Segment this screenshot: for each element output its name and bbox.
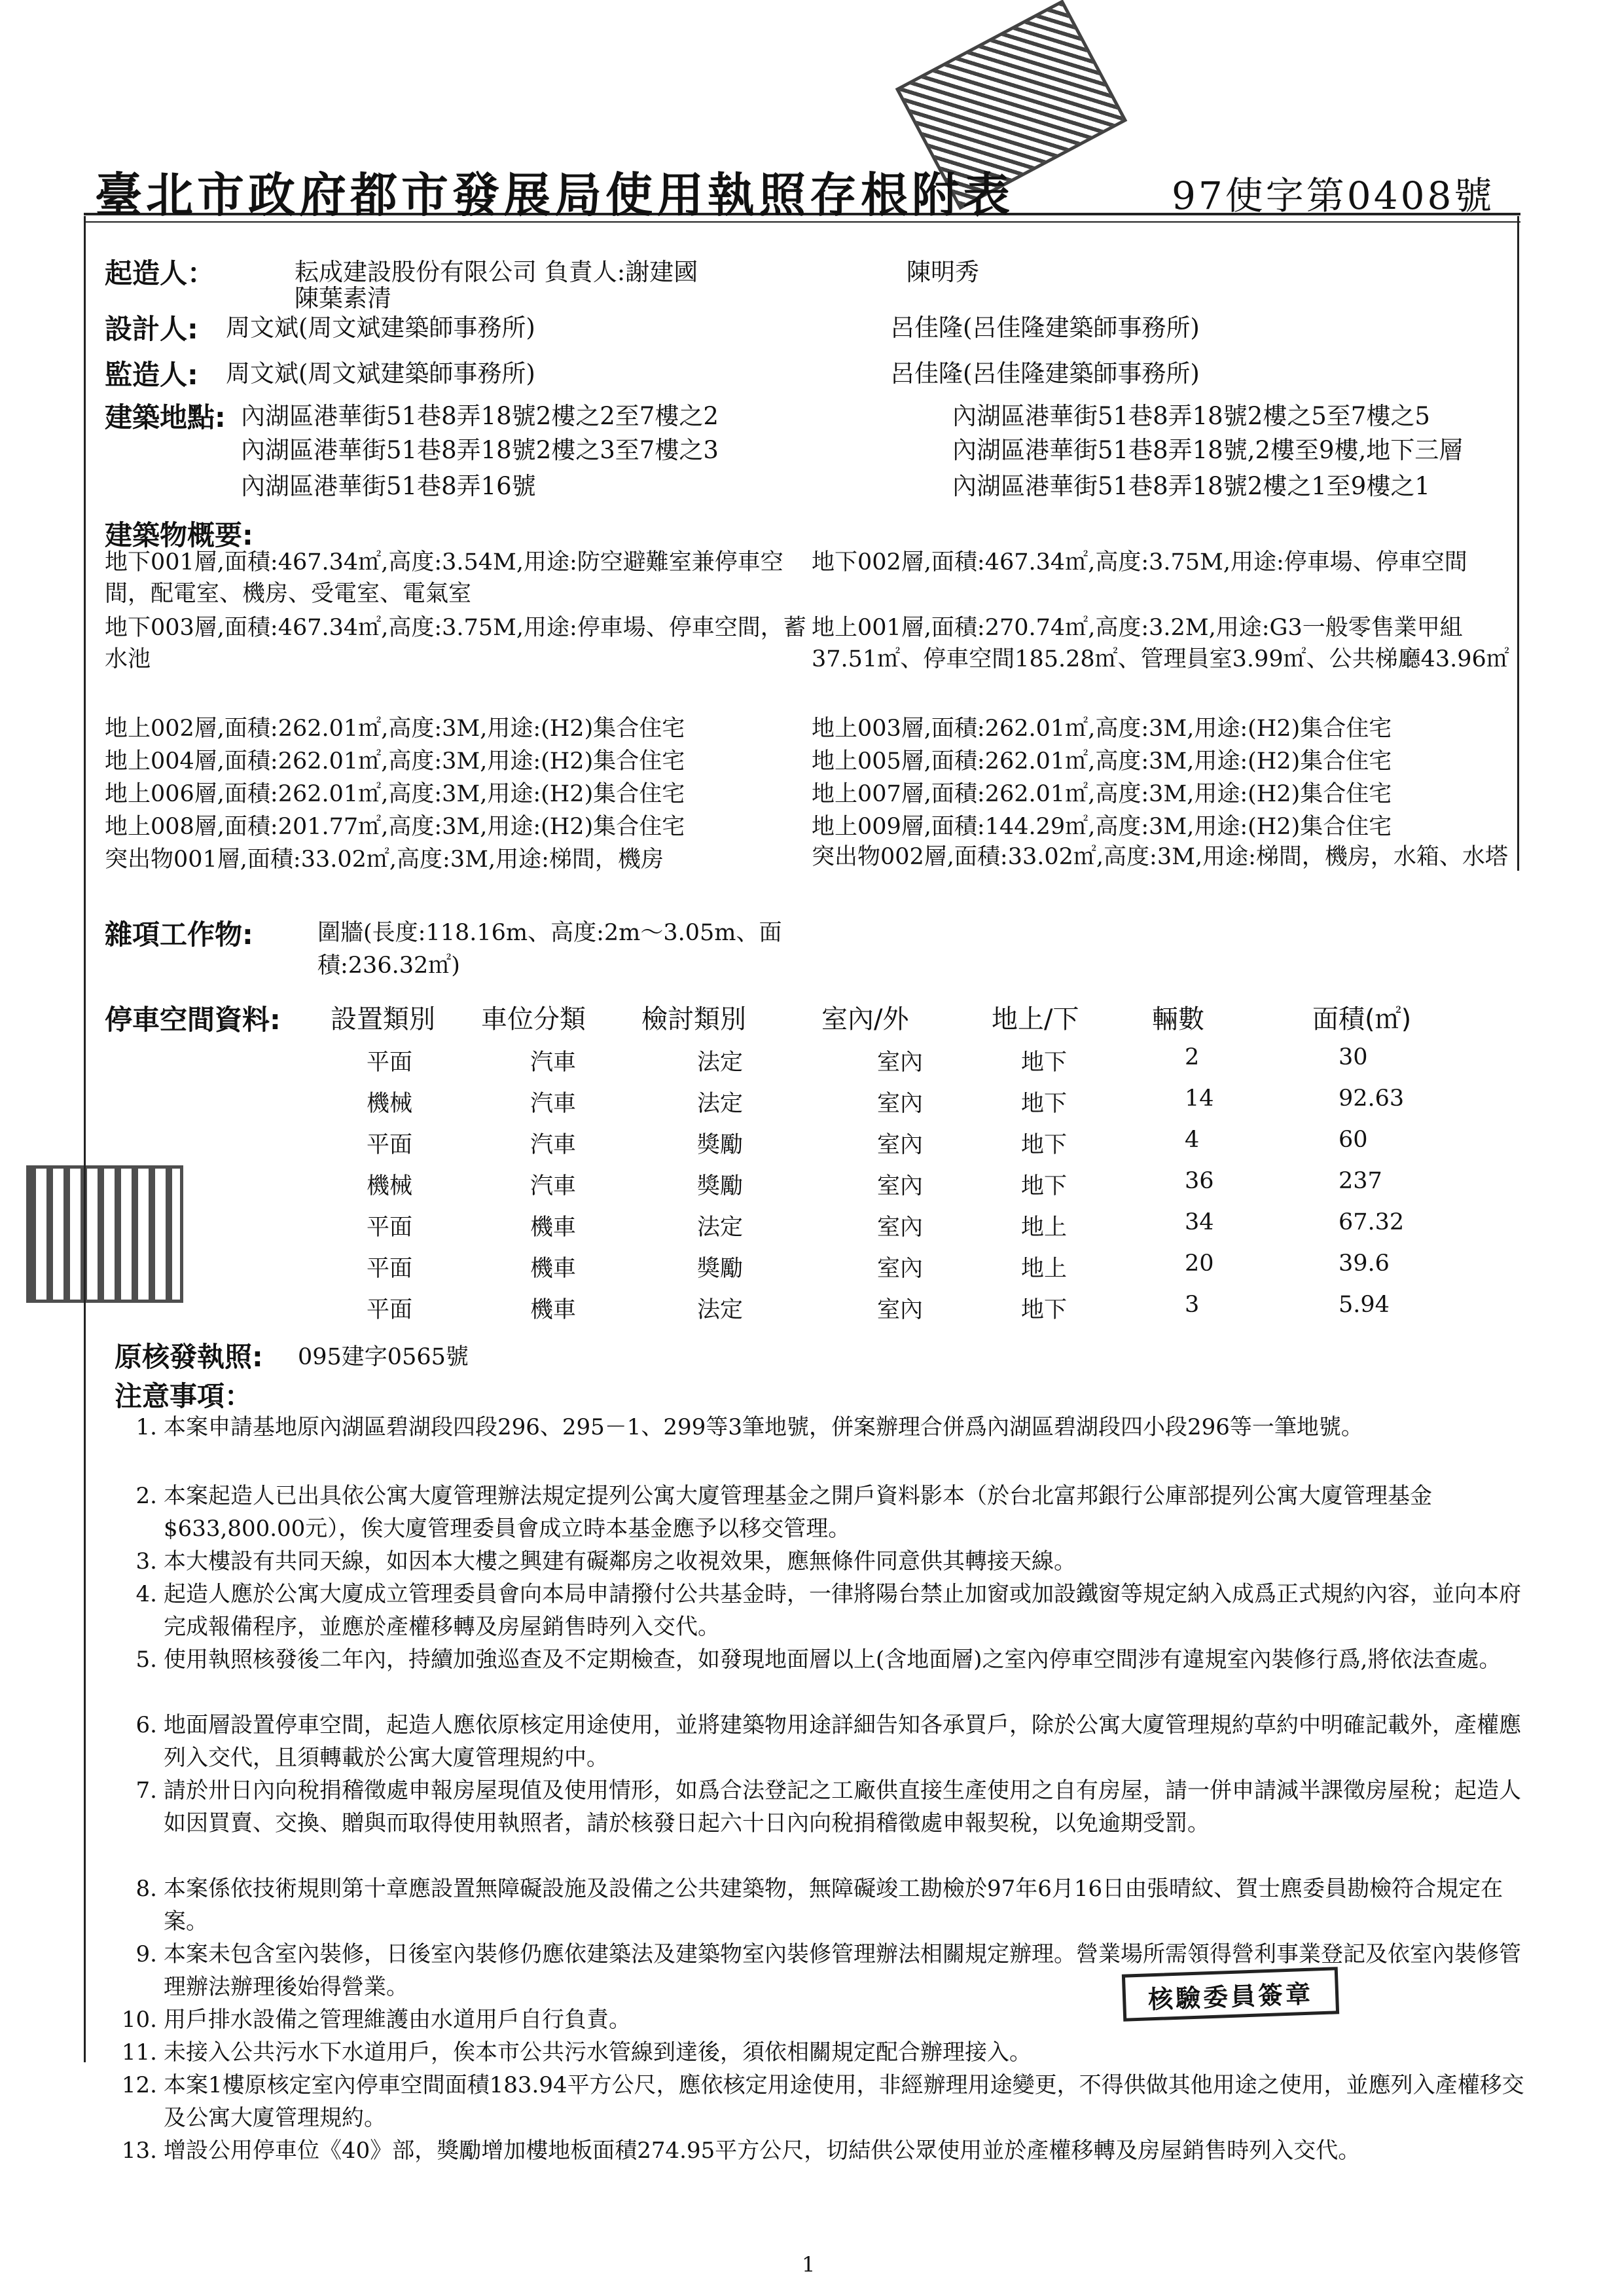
note-number: 9. <box>135 1941 157 1967</box>
parking-cell-type: 機械 <box>367 1173 413 1199</box>
parking-cell-type: 平面 <box>367 1256 413 1282</box>
note-text: 本案係依技術規則第十章應設置無障礙設施及設備之公共建築物，無障礙竣工勘檢於97年6月16日由張晴紋、賀士麃委員勘檢符合規定在案。 <box>164 1876 1503 1935</box>
building-right-f1: 地上001層,面積:270.74㎡,高度:3.2M,用途:G3一般零售業甲組37.51㎡、停車空間185.28㎡、管理員室3.99㎡、公共梯廳43.96㎡ <box>812 615 1509 672</box>
building-right-f7: 地上007層,面積:262.01㎡,高度:3M,用途:(H2)集合住宅 <box>812 781 1392 807</box>
left-border-line <box>84 216 86 2062</box>
parking-header-area: 面積(㎡) <box>1312 1004 1412 1034</box>
note-text: 本案起造人已出具依公寓大廈管理辦法規定提列公寓大廈管理基金之開戶資料影本（於台北富邦銀行公庫部提列公寓大廈管理基金$633,800.00元），俟大廈管理委員會成立時本基金應予以移交管理。 <box>164 1483 1432 1542</box>
parking-cell-area: 39.6 <box>1339 1250 1390 1277</box>
note-text: 本大樓設有共同天線，如因本大樓之興建有礙鄰房之收視效果，應無條件同意供其轉接天線。 <box>164 1548 1076 1575</box>
building-left-b1: 地下001層,面積:467.34㎡,高度:3.54M,用途:防空避難室兼停車空間，配電室、機房、受電室、電氣室 <box>105 549 783 607</box>
building-left-f6: 地上006層,面積:262.01㎡,高度:3M,用途:(H2)集合住宅 <box>105 781 685 807</box>
parking-cell-vehicle: 機車 <box>530 1297 577 1323</box>
parking-header-type: 設置類別 <box>331 1004 435 1034</box>
inspector-stamp <box>1122 1967 1339 2021</box>
note-number: 12. <box>121 2072 157 2098</box>
parking-cell-count: 34 <box>1185 1209 1214 1235</box>
location-left-1: 內湖區港華街51巷8弄18號2樓之2至7樓之2 <box>241 402 719 430</box>
parking-cell-type: 平面 <box>367 1049 413 1076</box>
supervisor-right: 呂佳隆(呂佳隆建築師事務所) <box>890 359 1200 388</box>
building-right-f5: 地上005層,面積:262.01㎡,高度:3M,用途:(H2)集合住宅 <box>812 748 1392 774</box>
parking-cell-count: 4 <box>1185 1127 1200 1153</box>
parking-cell-review: 獎勵 <box>697 1173 744 1199</box>
parking-cell-area: 67.32 <box>1339 1209 1405 1235</box>
note-text: 本案申請基地原內湖區碧湖段四段296、295－1、299等3筆地號，併案辦理合併爲內湖區碧湖段四小段296等一筆地號。 <box>164 1414 1363 1440</box>
parking-cell-review: 獎勵 <box>697 1256 744 1282</box>
parking-cell-review: 法定 <box>697 1214 744 1241</box>
note-number: 6. <box>135 1712 157 1738</box>
parking-cell-type: 機械 <box>367 1091 413 1117</box>
parking-cell-level: 地下 <box>1021 1049 1068 1076</box>
right-border-line <box>1517 216 1519 871</box>
parking-header-vehicle: 車位分類 <box>481 1004 586 1034</box>
parking-cell-indoor: 室內 <box>877 1173 924 1199</box>
parking-cell-level: 地上 <box>1021 1214 1068 1241</box>
note-number: 8. <box>135 1876 157 1902</box>
note-number: 1. <box>135 1414 157 1440</box>
building-right-b2: 地下002層,面積:467.34㎡,高度:3.75M,用途:停車場、停車空間 <box>812 549 1467 575</box>
parking-cell-review: 法定 <box>697 1091 744 1117</box>
left-margin-seal <box>26 1165 183 1303</box>
building-left-f8: 地上008層,面積:201.77㎡,高度:3M,用途:(H2)集合住宅 <box>105 814 685 840</box>
building-left-f4: 地上004層,面積:262.01㎡,高度:3M,用途:(H2)集合住宅 <box>105 748 685 774</box>
page-number: 1 <box>802 2252 816 2277</box>
designer-right: 呂佳隆(呂佳隆建築師事務所) <box>890 314 1200 342</box>
parking-cell-type: 平面 <box>367 1214 413 1241</box>
parking-cell-count: 2 <box>1185 1044 1200 1070</box>
permit-number: 97使字第0408號 <box>1172 173 1495 218</box>
designer-left: 周文斌(周文斌建築師事務所) <box>226 314 535 342</box>
note-number: 2. <box>135 1483 157 1509</box>
builder-line1: 耘成建設股份有限公司 負責人:謝建國 <box>295 258 698 286</box>
building-left-b3: 地下003層,面積:467.34㎡,高度:3.75M,用途:停車場、停車空間，蓄水池 <box>105 615 806 672</box>
parking-cell-indoor: 室內 <box>877 1214 924 1241</box>
parking-cell-count: 14 <box>1185 1085 1214 1112</box>
parking-cell-indoor: 室內 <box>877 1132 924 1158</box>
building-summary-label: 建築物概要: <box>105 519 253 551</box>
note-text: 用戶排水設備之管理維護由水道用戶自行負責。 <box>164 2007 631 2033</box>
location-label: 建築地點: <box>105 401 226 433</box>
parking-label: 停車空間資料: <box>105 1004 281 1036</box>
parking-header-level: 地上/下 <box>992 1004 1079 1034</box>
location-left-2: 內湖區港華街51巷8弄18號2樓之3至7樓之3 <box>241 436 719 464</box>
misc-works-text: 圍牆(長度:118.16m、高度:2m～3.05m、面積:236.32㎡) <box>317 920 782 979</box>
building-right-f9: 地上009層,面積:144.29㎡,高度:3M,用途:(H2)集合住宅 <box>812 814 1392 840</box>
location-right-3: 內湖區港華街51巷8弄18號2樓之1至9樓之1 <box>952 472 1430 500</box>
note-text: 使用執照核發後二年內，持續加強巡查及不定期檢查，如發現地面層以上(含地面層)之室內停車空間涉有違規室內裝修行爲,將依法查處。 <box>164 1647 1501 1673</box>
parking-cell-vehicle: 機車 <box>530 1256 577 1282</box>
parking-cell-vehicle: 汽車 <box>530 1091 577 1117</box>
parking-cell-vehicle: 汽車 <box>530 1049 577 1076</box>
parking-cell-level: 地下 <box>1021 1091 1068 1117</box>
supervisor-label: 監造人: <box>105 359 198 391</box>
designer-label: 設計人: <box>105 313 198 345</box>
note-text: 未接入公共污水下水道用戶，俟本市公共污水管線到達後，須依相關規定配合辦理接入。 <box>164 2039 1032 2066</box>
original-permit-value: 095建字0565號 <box>298 1344 469 1370</box>
parking-cell-area: 60 <box>1339 1127 1368 1153</box>
parking-cell-count: 20 <box>1185 1250 1214 1277</box>
supervisor-left: 周文斌(周文斌建築師事務所) <box>226 359 535 388</box>
location-right-2: 內湖區港華街51巷8弄18號,2樓至9樓,地下三層 <box>952 436 1464 464</box>
note-text: 本案未包含室內裝修，日後室內裝修仍應依建築法及建築物室內裝修管理辦法相關規定辦理。營業場所需領得營利事業登記及依室內裝修管理辦法辦理後始得營業。 <box>164 1941 1521 2000</box>
parking-header-count: 輛數 <box>1152 1004 1204 1034</box>
parking-cell-level: 地下 <box>1021 1173 1068 1199</box>
parking-cell-type: 平面 <box>367 1132 413 1158</box>
building-left-roof1: 突出物001層,面積:33.02㎡,高度:3M,用途:梯間，機房 <box>105 847 664 873</box>
parking-header-indoor: 室內/外 <box>821 1004 909 1034</box>
document-title: 臺北市政府都市發展局使用執照存根附表 <box>95 167 1015 223</box>
parking-cell-count: 3 <box>1185 1292 1200 1318</box>
parking-cell-review: 法定 <box>697 1297 744 1323</box>
parking-cell-level: 地上 <box>1021 1256 1068 1282</box>
notes-label: 注意事項： <box>115 1380 253 1412</box>
location-left-3: 內湖區港華街51巷8弄16號 <box>241 472 536 500</box>
parking-header-review: 檢討類別 <box>641 1004 746 1034</box>
building-left-f2: 地上002層,面積:262.01㎡,高度:3M,用途:(H2)集合住宅 <box>105 716 685 742</box>
inspector-stamp-text: 核驗委員簽章 <box>1147 1978 1314 2014</box>
parking-cell-level: 地下 <box>1021 1132 1068 1158</box>
builder-right: 陳明秀 <box>907 258 979 286</box>
note-number: 3. <box>135 1548 157 1575</box>
parking-cell-area: 237 <box>1339 1168 1382 1194</box>
parking-cell-area: 5.94 <box>1339 1292 1390 1318</box>
parking-cell-area: 30 <box>1339 1044 1368 1070</box>
misc-works-label: 雜項工作物: <box>105 919 253 951</box>
parking-cell-review: 法定 <box>697 1049 744 1076</box>
parking-cell-vehicle: 汽車 <box>530 1173 577 1199</box>
parking-cell-type: 平面 <box>367 1297 413 1323</box>
parking-cell-area: 92.63 <box>1339 1085 1405 1112</box>
parking-cell-review: 獎勵 <box>697 1132 744 1158</box>
parking-cell-level: 地下 <box>1021 1297 1068 1323</box>
parking-cell-count: 36 <box>1185 1168 1214 1194</box>
builder-line2: 陳葉素清 <box>295 284 391 312</box>
note-text: 起造人應於公寓大廈成立管理委員會向本局申請撥付公共基金時，一律將陽台禁止加窗或加設鐵窗等規定納入成爲正式規約內容，並向本府完成報備程序，並應於產權移轉及房屋銷售時列入交代。 <box>164 1581 1521 1640</box>
location-right-1: 內湖區港華街51巷8弄18號2樓之5至7樓之5 <box>952 402 1430 430</box>
building-right-f3: 地上003層,面積:262.01㎡,高度:3M,用途:(H2)集合住宅 <box>812 716 1392 742</box>
note-number: 10. <box>121 2007 157 2033</box>
note-number: 7. <box>135 1777 157 1804</box>
note-number: 5. <box>135 1647 157 1673</box>
note-number: 4. <box>135 1581 157 1607</box>
note-text: 請於卅日內向稅捐稽徵處申報房屋現值及使用情形，如爲合法登記之工廠供直接生產使用之自有房屋，請一併申請減半課徵房屋稅；起造人如因買賣、交換、贈與而取得使用執照者，請於核發日起六十日內向稅捐稽徵處申報契稅，以免逾期受罰。 <box>164 1777 1521 1836</box>
parking-cell-vehicle: 汽車 <box>530 1132 577 1158</box>
builder-label: 起造人： <box>105 257 215 289</box>
note-text: 增設公用停車位《40》部，獎勵增加樓地板面積274.95平方公尺，切結供公眾使用並於產權移轉及房屋銷售時列入交代。 <box>164 2138 1361 2164</box>
parking-cell-indoor: 室內 <box>877 1256 924 1282</box>
note-text: 地面層設置停車空間，起造人應依原核定用途使用，並將建築物用途詳細告知各承買戶，除於公寓大廈管理規約草約中明確記載外，產權應列入交代，且須轉載於公寓大廈管理規約中。 <box>164 1712 1521 1771</box>
building-right-roof2: 突出物002層,面積:33.02㎡,高度:3M,用途:梯間，機房，水箱、水塔 <box>812 844 1508 870</box>
parking-cell-indoor: 室內 <box>877 1091 924 1117</box>
parking-cell-indoor: 室內 <box>877 1049 924 1076</box>
note-number: 13. <box>121 2138 157 2164</box>
note-number: 11. <box>121 2039 157 2066</box>
original-permit-label: 原核發執照: <box>115 1341 263 1373</box>
parking-cell-indoor: 室內 <box>877 1297 924 1323</box>
parking-cell-vehicle: 機車 <box>530 1214 577 1241</box>
note-text: 本案1樓原核定室內停車空間面積183.94平方公尺，應依核定用途使用，非經辦理用途變更，不得供做其他用途之使用，並應列入產權移交及公寓大廈管理規約。 <box>164 2072 1524 2131</box>
